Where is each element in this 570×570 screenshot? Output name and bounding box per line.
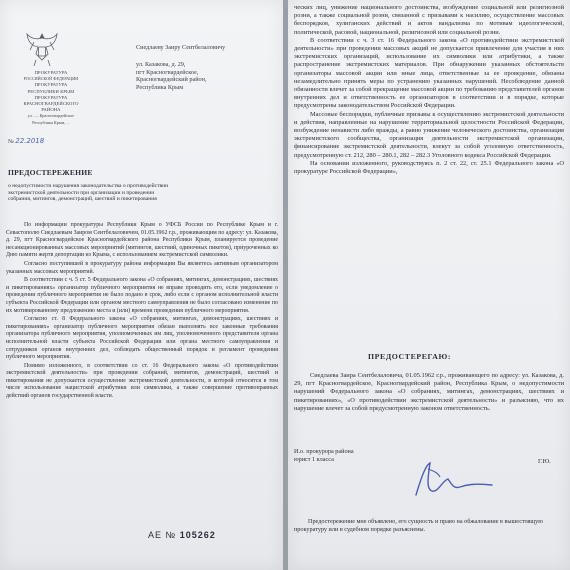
serial-prefix: АЕ № [148,530,177,540]
document-title: ПРЕДОСТЕРЕЖЕНИЕ [8,168,93,177]
header-line: ПРОКУРАТУРА [34,70,68,75]
issuer-header [6,70,96,126]
issue-date [8,137,44,145]
date-label: № [8,139,14,145]
body-paragraph: В соответствии с ч. 3 ст. 16 Федерального закона «О противодействии экстремистской деятельности» при проведении массовых акций не допускается привлечение для участия в них экстремистских организаций, использование их символики или атрибутики, а также распространение экстремистских материалов. При обнаружении указанных обстоятельств организаторы массовой акции или иные лица, ответственные за ее проведение, обязаны незамедлительно принять меры по устранению указанных нарушений. Несоблюдение данной обязанности влечет за собой прекращение массовой акции по требованию представителей органов внутренних дел и ответственность ее организаторов в соответствии и в порядке, которые предусмотрены законодательством Российской Федерации. [294,36,564,110]
body-paragraph: Массовые беспорядки, публичные призывы к осуществлению экстремистской деятельности и действия, направленные на нарушение территориальной целостности Российской Федерации, возбуждение ненависти либо вражды, а равно унижение человеческого достоинства, организация экстремистского сообщества, организация деятельности экстремистской организации, финансирование экстремистской деятельности, влекут за собой уголовную ответственность, предусмотренную ст. 212, 280 – 280.1, 282 – 282.3 Уголовного кодекса Российской Федерации. [294,110,564,159]
left-body [6,222,278,402]
header-line: РОССИЙСКОЙ ФЕДЕРАЦИИ [23,76,79,82]
signatory-block [294,448,354,464]
header-line: ул. ..., Красногвардейское [27,113,75,119]
header-line: РЕСПУБЛИКИ КРЫМ [27,88,75,94]
right-body [294,4,564,176]
handwritten-signature-icon [408,455,498,507]
body-paragraph: На основании изложенного, руководствуясь п. 2 ст. 22, ст. 25.1 Федерального закона «О прокуратуре Российской Федерации», [294,159,564,176]
form-serial-number [148,530,216,540]
document-subject: о недопустимости нарушения законодательства о противодействии экстремистской деятельности при организации и проведении собрания, митингов, демонстраций, шествий и пикетирования [8,183,169,203]
signatory-title: И.о. прокурора района [294,448,354,455]
header-line: РАЙОНА [41,107,61,113]
addressee-block [136,44,276,91]
body-paragraph: ческих лиц, унижение национального достоинства, возбуждение социальной или религиозной розни, а также социальной розни, связанной с призывами к насилию, осуществление массовых беспорядков, хулиганских действий и актов вандализма по мотивам идеологической, политической, расовой, национальной, религиозной или социальной розни. [294,4,564,36]
body-paragraph: Помимо изложенного, в соответствии со ст. 16 Федерального закона «О противодействии экстремистской деятельности» при проведении собраний, митингов, демонстраций, шествий и пикетирования не допускается осуществление экстремистской деятельности, в которой относятся в том числе использование нацистской атрибутики или символики, а также совершение противоправных действий органов государственной власти. [6,362,278,400]
warning-body [294,372,564,413]
acknowledgement-note [294,518,564,534]
addressee-line: Красногвардейский район, [136,76,207,84]
body-paragraph: Согласно ст. 8 Федерального закона «О собраниях, митингах, демонстрациях, шествиях и пикетированиях» организатор публичного мероприятия обязан выполнять все законные требования организатора публичного мероприятия, уполномоченных им лиц, уполномоченного представителя органа исполнительной власти субъекта Российской Федерации или органа местного самоуправления и сотрудников органов внутренних дел, соблюдать общественный порядок и регламент проведения публичного мероприятия. [6,316,278,361]
header-line: Республика Крым, ... [32,119,70,125]
header-line: КРАСНОГВАРДЕЙСКОГО [23,101,79,107]
handwritten-date: 22.2018 [15,137,45,145]
document-page-left [0,0,283,570]
acknowledgement-text: Предостережение мне объявлено, его сущность и право на обжалование в вышестоящую прокуратуру или в судебном порядке разъяснены. [294,518,543,533]
signatory-rank: юрист 1 класса [294,456,334,463]
warning-paragraph: Сиедлаева Заира Сеитбелаловича, 01.05.1962 г.р., проживающего по адресу: ул. Казакова, д. 29, пгт Красногвардейское, Красногвардейский район, Республика Крым, о недопустимости нарушений Федерального закона «О собраниях, митингах, демонстрациях, шествиях и пикетированиях», «О противодействии экстремистской деятельности» и разъясняю, что их нарушение влечет за собой предусмотренную законом ответственность. [294,372,564,412]
body-paragraph: Согласно поступившей в прокуратуру района информации Вы являетесь активным организатором указанных массовых мероприятий. [6,260,278,275]
serial-number: 105262 [179,530,216,540]
addressee-line: ул. Казакова, д. 29, [136,61,186,69]
body-paragraph: По информации прокуратуры Республики Крым о УФСБ России по Республике Крым и г. Севастополю Сиедлаевым Заиром Сеитбелаловичем, 01.05.1962 г.р., проживающим по адресу: ул. Казакова, д. 29, пгт Красногвардейское Красногвардейского района Республики Крым, планируется проведение несанкционированных массовых мероприятий (митингов, шествий, одиночных пикетов), приуроченных ко Дню памяти жертв депортации из Крыма, с использованием экстремистской символики. [6,222,278,259]
addressee-line: пгт Красногвардейское, [136,68,199,76]
signatory-initials: Г.Ю. [538,458,551,465]
header-line: ПРОКУРАТУРА [34,94,68,100]
header-line: ПРОКУРАТУРА [34,82,68,88]
body-paragraph: В соответствии с ч. 5 ст. 5 Федерального закона «О собраниях, митингах, демонстрациях, шествиях и пикетированиях» организатор публичного мероприятия не вправе проводить его, если уведомление о проведении публичного мероприятия не было подано в срок, либо если с органом исполнительной власти субъекта Российской Федерации или органом местного самоуправления не было согласовано изменение по их мотивированному предложению места и (или) времени проведения публичного мероприятия. [6,277,278,314]
russian-emblem-icon [24,30,60,68]
warning-heading: ПРЕДОСТЕРЕГАЮ: [368,352,452,361]
addressee-name: Сиедлаеву Заиру Сеитбелаловичу [136,44,226,51]
addressee-line: Республика Крым [136,83,184,91]
